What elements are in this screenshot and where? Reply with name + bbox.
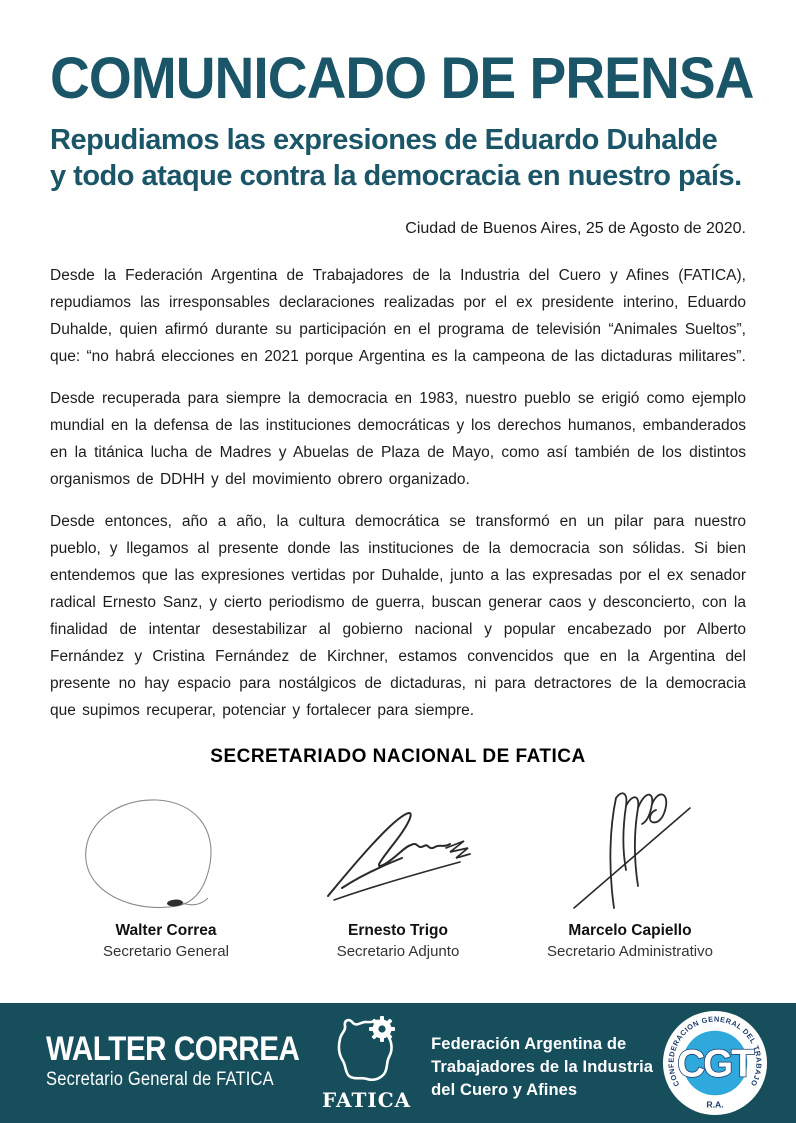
paragraph-1: Desde la Federación Argentina de Trabajadores de la Industria del Cuero y Afines (FATICA), repudiamos las irresponsables declaraciones realizadas por el ex presidente interino, Eduardo Duhalde, quien afirmó durante su participación en el programa de televisión “Animales Sueltos”, que: “no habrá elecciones en 2021 porque Argentina es la campeona de las dictaduras militares”. — [50, 267, 746, 365]
signatory-role: Secretario Administrativo — [547, 943, 713, 960]
org-name-line-2: Trabajadores de la Industria — [431, 1058, 654, 1076]
page-title: COMUNICADO DE PRENSA — [50, 46, 754, 111]
signatory-name: Ernesto Trigo — [348, 922, 448, 939]
body-text — [50, 262, 746, 739]
footer-role: Secretario General de FATICA — [46, 1069, 274, 1090]
signatory-role: Secretario General — [103, 943, 229, 960]
signature-image-marcelo-capiello — [530, 792, 730, 914]
cgt-bottom-text: R.A. — [706, 1099, 724, 1110]
cgt-ring-text: CONFEDERACION GENERAL DEL TRABAJO — [666, 1014, 764, 1089]
signatures-heading: SECRETARIADO NACIONAL DE FATICA — [210, 746, 586, 767]
signatory-name: Marcelo Capiello — [568, 922, 692, 939]
fatica-logo-label: FATICA — [322, 1088, 412, 1112]
org-name-line-3: del Cuero y Afines — [431, 1081, 578, 1099]
paragraph-2: Desde recuperada para siempre la democracia en 1983, nuestro pueblo se erigió como ejemplo mundial en la defensa de las instituciones democráticas y los derechos humanos, embanderados en la titánica lucha de Madres y Abuelas de Plaza de Mayo, como así también de los distintos organismos de DDHH y del movimiento obrero organizado. — [50, 390, 746, 488]
paragraph-3: Desde entonces, año a año, la cultura democrática se transformó en un pilar para nuestro pueblo, y llegamos al presente donde las instituciones de la democracia son sólidas. Si bien entendemos que las expresiones vertidas por Duhalde, junto a las expresadas por el ex senador radical Ernesto Sanz, y cierto periodismo de guerra, buscan generar caos y desconcierto, con la finalidad de intentar desestabilizar al gobierno nacional y popular encabezado por Alberto Fernández y Cristina Fernández de Kirchner, estamos convencidos que en la Argentina del presente no hay espacio para nostálgicos de dictaduras, ni para detractores de la democracia que supimos recuperar, potenciar y fortalecer para siempre. — [50, 513, 746, 719]
footer-signatory — [46, 1031, 299, 1091]
page-subtitle — [50, 122, 746, 194]
footer-name: WALTER CORREA — [46, 1030, 300, 1068]
signatures-section — [50, 746, 746, 960]
signatory-ernesto-trigo — [282, 792, 514, 960]
signatory-walter-correa — [50, 792, 282, 960]
signatory-marcelo-capiello — [514, 792, 746, 960]
footer-org — [322, 1015, 653, 1112]
signature-image-walter-correa — [56, 792, 276, 914]
cgt-logo — [662, 1010, 768, 1121]
leather-hide-gear-icon — [336, 1015, 398, 1086]
fatica-logo — [322, 1015, 411, 1112]
footer — [0, 1003, 796, 1123]
signatory-role: Secretario Adjunto — [336, 943, 460, 960]
subtitle-line-1: Repudiamos las expresiones de Eduardo Duhalde — [50, 124, 718, 156]
signatures-row — [50, 792, 746, 960]
footer-org-name — [431, 1033, 653, 1102]
signatory-name: Walter Correa — [115, 922, 217, 939]
cgt-center-text: CGT — [677, 1042, 753, 1086]
org-name-line-1: Federación Argentina de — [431, 1035, 627, 1053]
header — [50, 46, 754, 238]
dateline: Ciudad de Buenos Aires, 25 de Agosto de 2020. — [405, 220, 746, 237]
subtitle-line-2: y todo ataque contra la democracia en nuestro país. — [50, 160, 742, 192]
signature-image-ernesto-trigo — [298, 792, 498, 914]
